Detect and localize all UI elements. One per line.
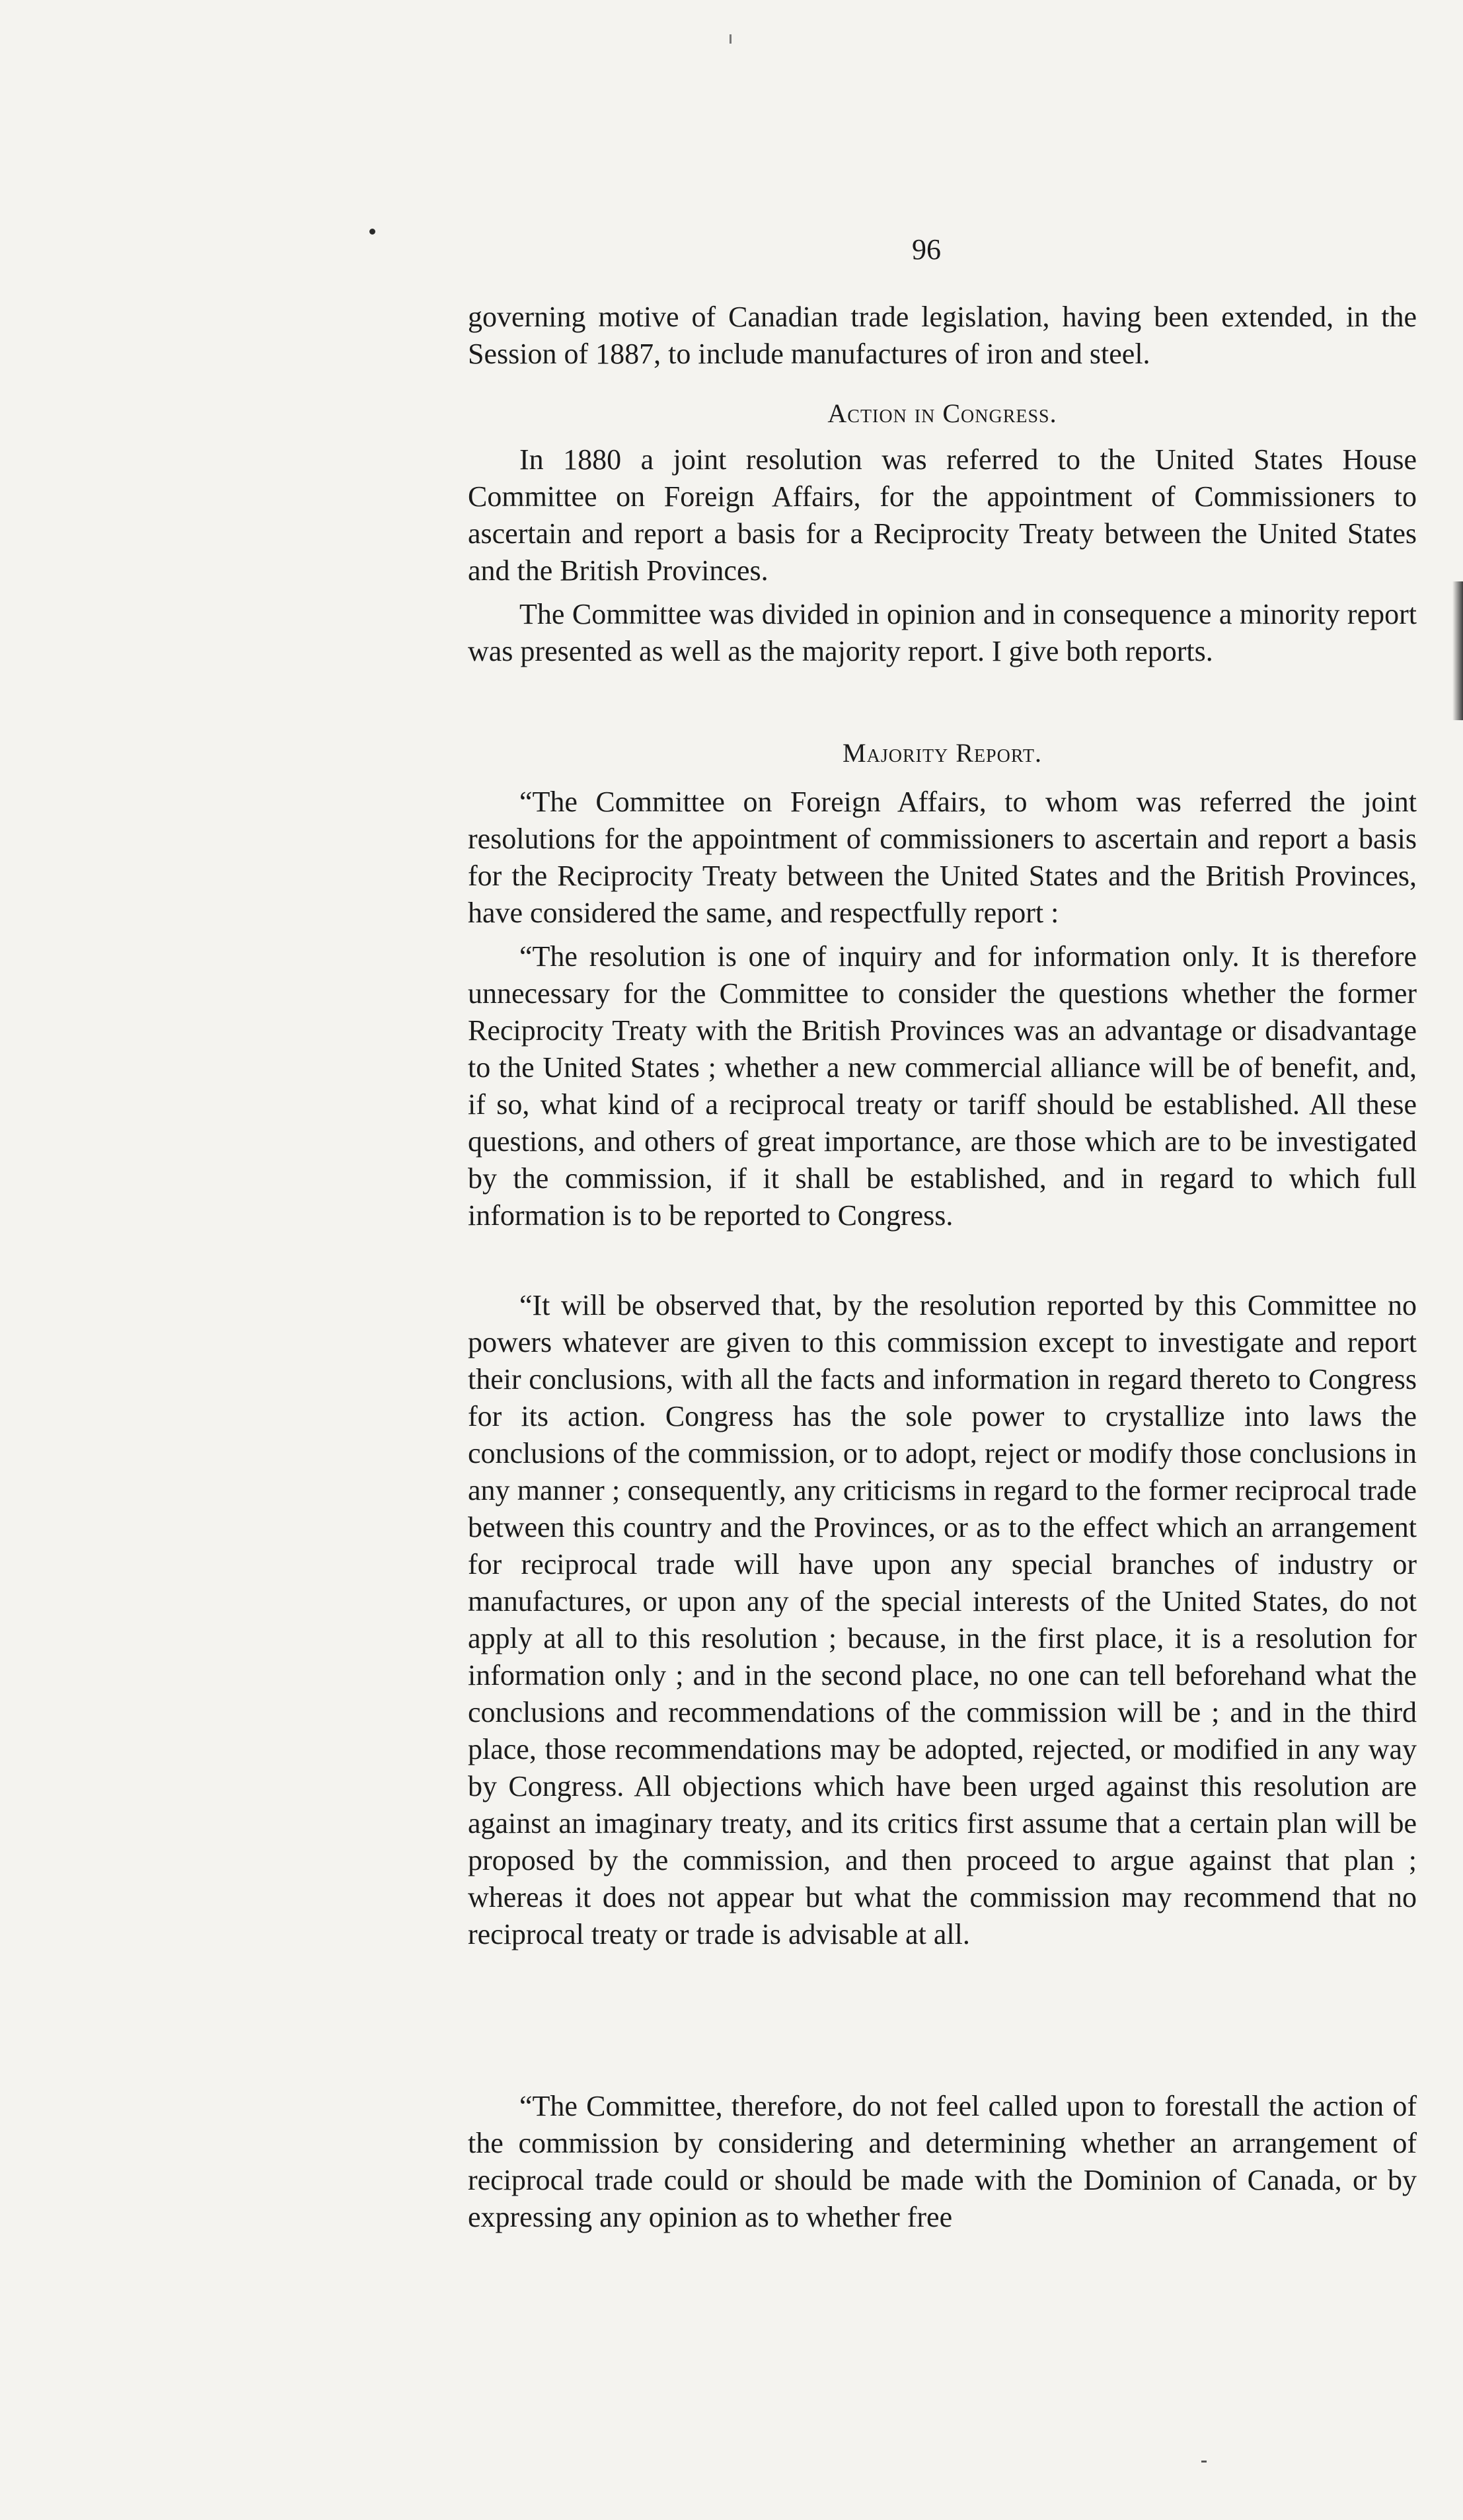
heading-action-in-congress: Action in Congress. [827, 398, 1057, 428]
paragraph-committee-therefore: “The Committee, therefore, do not feel called upon to forestall the action of the commission by considering and determining whether an arrangement of reciprocal trade could or should be made with the Dominion of Canada, or by expressing any opinion as to whether free [468, 2090, 1417, 2233]
stray-mark-bottom [1201, 2461, 1207, 2463]
paragraph-joint-resolution: In 1880 a joint resolution was referred to the United States House Committee on Foreign Affairs, for the appointment of Commissioners to ascertain and report a basis for a Reciprocity Treaty between the United States and the British Provinces. [468, 443, 1417, 587]
stray-mark-top [730, 34, 732, 44]
paragraph-committee-divided: The Committee was divided in opinion and in consequence a minority report was presented as well as the majority report. I give both reports. [468, 598, 1417, 667]
paragraph-continuation: governing motive of Canadian trade legislation, having been extended, in the Session of 1887, to include manufactures of iron and steel. [468, 301, 1417, 370]
stray-mark [369, 229, 375, 235]
heading-majority-report: Majority Report. [843, 738, 1042, 768]
paragraph-committee-foreign-affairs: “The Committee on Foreign Affairs, to whom was referred the joint resolutions for the appointment of commissioners to ascertain and report a basis for the Reciprocity Treaty between the United States and the British Provinces, have considered the same, and respectfully report : [468, 786, 1417, 929]
page-number: 96 [912, 233, 941, 266]
paragraph-it-will-be-observed: “It will be observed that, by the resolution reported by this Committee no powers whatever are given to this commission except to investigate and report their conclusions, with all the facts and information in regard thereto to Congress for its action. Congress has the sole power to crystallize into laws the conclusions of the commission, or to adopt, reject or modify those conclusions in any manner ; consequently, any criticisms in regard to the former reciprocal trade between this country and the Provinces, or as to the effect which an arrangement for reciprocal trade will have upon any special branches of industry or manufactures, or upon any of the special interests of the United States, do not apply at all to this resolution ; because, in the first place, it is a resolution for information only ; and in the second place, no one can tell beforehand what the conclusions and recommendations of the commission will be ; and in the third place, those recommendations may be adopted, rejected, or modified in any way by Congress. All objections which have been urged against this resolution are against an imaginary treaty, and its critics first assume that a certain plan will be proposed by the commission, and then proceed to argue against that plan ; whereas it does not appear but what the commission may recommend that no reciprocal treaty or trade is advisable at all. [468, 1289, 1417, 1950]
paragraph-resolution-inquiry: “The resolution is one of inquiry and for information only. It is therefore unnecessary for the Committee to consider the questions whether the former Reciprocity Treaty with the British Provinces was an advantage or disadvantage to the United States ; whether a new commercial alliance will be of benefit, and, if so, what kind of a reciprocal treaty or tariff should be established. All these questions, and others of great importance, are those which are to be investigated by the commission, if it shall be established, and in regard to which full information is to be reported to Congress. [468, 940, 1417, 1232]
page-edge-shadow [1452, 581, 1463, 720]
